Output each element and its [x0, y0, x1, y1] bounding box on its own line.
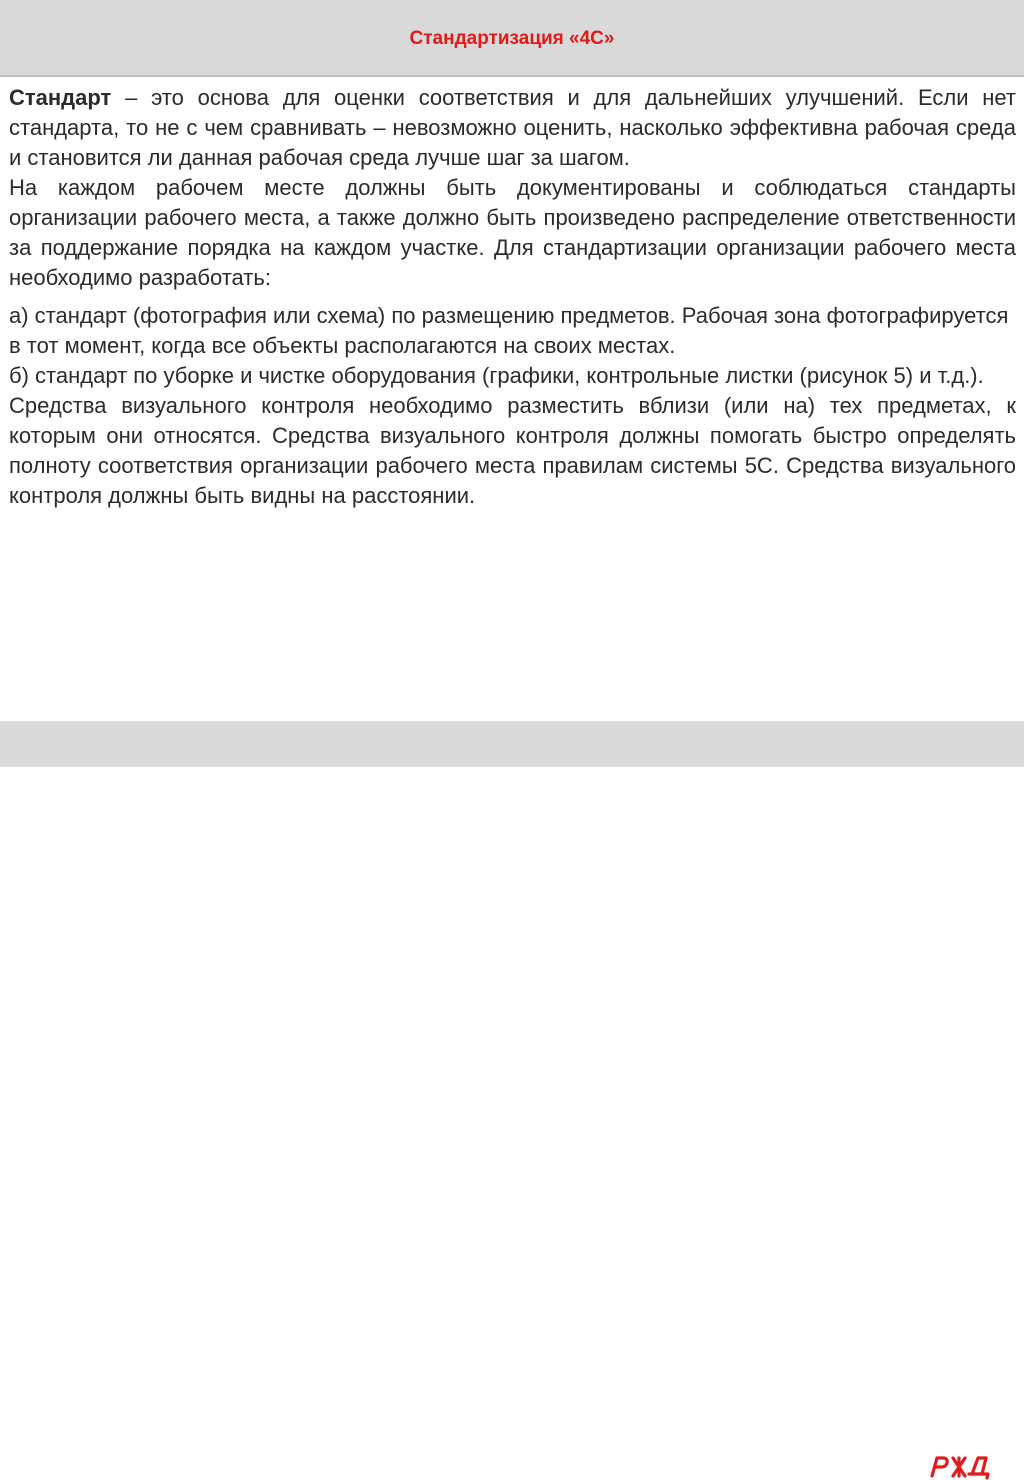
list-item-a: а) стандарт (фотография или схема) по размещению предметов. Рабочая зона фотографируется в тот момент, когда все объекты располагаются на своих местах.: [9, 303, 1009, 358]
intro-term: Стандарт: [9, 85, 112, 110]
slide-body: [9, 83, 1016, 511]
visual-control-paragraph: Средства визуального контроля необходимо разместить вблизи (или на) тех предметах, к которым они относятся. Средства визуального контроля должны помогать быстро определять полноту соответствия организации рабочего места правилам системы 5С. Средства визуального контроля должны быть видны на расстоянии.: [9, 393, 1016, 508]
list-item-b: б) стандарт по уборке и чистке оборудования (графики, контрольные листки (рисунок 5) и т.д.).: [9, 363, 984, 388]
workplace-paragraph: На каждом рабочем месте должны быть документированы и соблюдаться стандарты организации рабочего места, а также должно быть произведено распределение ответственности за поддержание порядка на каждом участке. Для стандартизации организации рабочего места необходимо разработать:: [9, 175, 1016, 290]
header-band: [0, 0, 1024, 77]
intro-definition: – это основа для оценки соответствия и для дальнейших улучшений. Если нет стандарта, то не с чем сравнивать – невозможно оценить, насколько эффективна рабочая среда и становится ли данная рабочая среда лучше шаг за шагом.: [9, 85, 1016, 170]
logo-text: РЖД: [926, 1452, 929, 1453]
rzd-logo-icon: [926, 1452, 996, 1480]
footer-band: [0, 721, 1024, 1453]
slide-title: Стандартизация «4С»: [409, 28, 615, 49]
intro-paragraph: [9, 83, 1016, 173]
